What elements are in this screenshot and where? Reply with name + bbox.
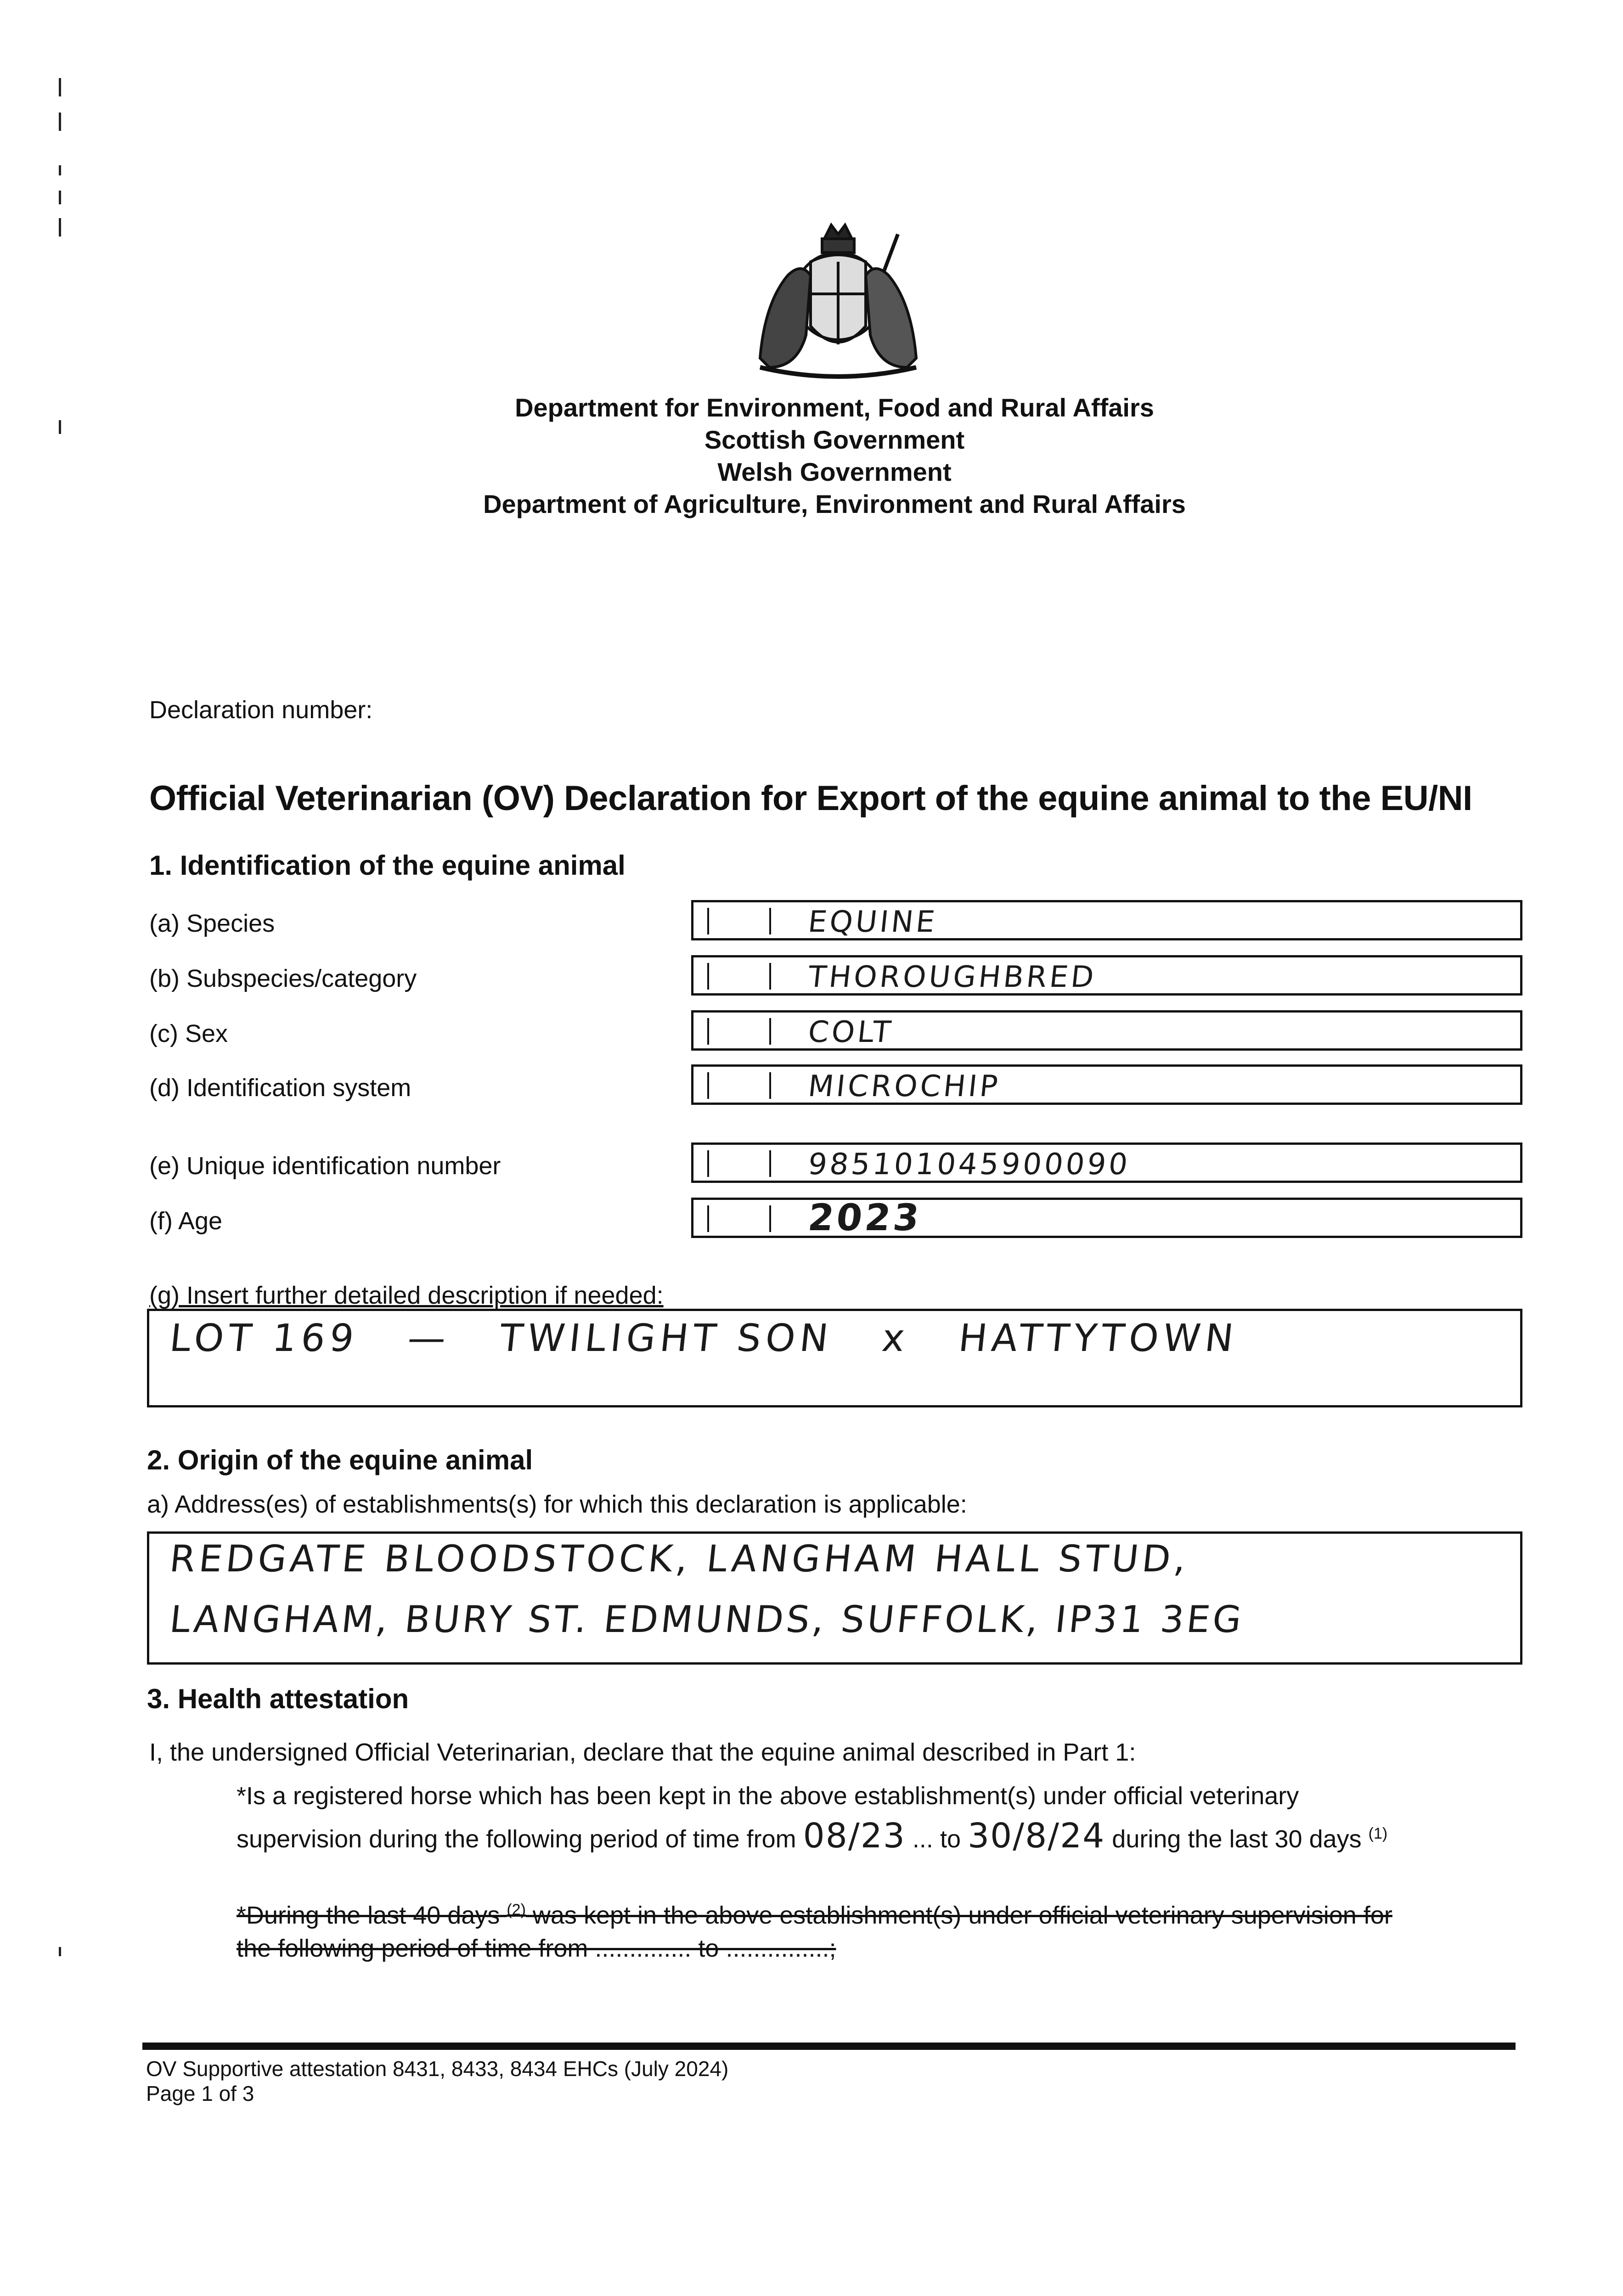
footnote-2: (2) [507, 1901, 526, 1919]
field-label-unique-id: (e) Unique identification number [149, 1152, 501, 1180]
clause-2-line-1: *During the last 40 days $^{(2)}$ was kept in the above establishment(s) under official veterinary supervision for [237, 1901, 1392, 1929]
address-line-2: LANGHAM, BURY ST. EDMUNDS, SUFFOLK, IP31 3EG [168, 1598, 1246, 1641]
declaration-number-label: Declaration number: [149, 696, 373, 724]
scan-mark [59, 165, 61, 175]
header-line: Department for Environment, Food and Rural Affairs [515, 393, 1154, 422]
address-line-1: REDGATE BLOODSTOCK, LANGHAM HALL STUD, [168, 1537, 1192, 1580]
field-label-age: (f) Age [149, 1207, 223, 1235]
footnote-1: (1) [1368, 1825, 1388, 1842]
royal-coat-of-arms-icon [733, 220, 944, 386]
section-2-heading: 2. Origin of the equine animal [147, 1445, 533, 1475]
field-value: EQUINE [806, 905, 939, 939]
footer-rule [142, 2043, 1516, 2050]
field-subspecies[interactable] [691, 955, 1522, 996]
page-title: Official Veterinarian (OV) Declaration for Export of the equine animal to the EU/NI [149, 779, 1472, 818]
field-label-sex: (c) Sex [149, 1020, 228, 1047]
clause-1-from-date[interactable]: 08/23 [803, 1816, 906, 1856]
description-label: (g) Insert further detailed description if needed: [149, 1282, 664, 1309]
field-age[interactable] [691, 1198, 1522, 1238]
footer-page-number: Page 1 of 3 [146, 2082, 254, 2105]
field-sex[interactable] [691, 1010, 1522, 1051]
field-value: MICROCHIP [806, 1069, 1002, 1103]
health-intro: I, the undersigned Official Veterinarian, declare that the equine animal described in Part 1: [149, 1739, 1136, 1766]
field-value: 985101045900090 [806, 1148, 1132, 1182]
scan-mark [59, 218, 61, 236]
clause-2-line-2: the following period of time from .............. to ...............; [237, 1935, 836, 1962]
address-label: a) Address(es) of establishments(s) for which this declaration is applicable: [147, 1491, 967, 1518]
field-value: COLT [806, 1015, 895, 1049]
description-field[interactable] [147, 1309, 1522, 1407]
scan-mark [59, 1947, 61, 1956]
section-1-heading: 1. Identification of the equine animal [149, 850, 626, 881]
field-label-species: (a) Species [149, 910, 275, 937]
clause-1-line-2: supervision during the following period of time from 08/23 ... to 30/8/24 during the last 30 days $^{(1)}$ [237, 1816, 1388, 1856]
address-field[interactable] [147, 1531, 1522, 1665]
field-label-identification-system: (d) Identification system [149, 1074, 411, 1102]
clause-1-to-word: to [940, 1825, 961, 1853]
field-value: 2023 [806, 1196, 924, 1239]
field-identification-system[interactable] [691, 1064, 1522, 1105]
clause-1-line-1: *Is a registered horse which has been kept in the above establishment(s) under official veterinary [237, 1782, 1299, 1810]
description-value: LOT 169 — TWILIGHT SON x HATTYTOWN [168, 1317, 1240, 1360]
clause-1-text-b: during the last 30 days [1112, 1825, 1362, 1853]
header-line: Welsh Government [717, 457, 952, 486]
footer-line-1: OV Supportive attestation 8431, 8433, 8434 EHCs (July 2024) [146, 2057, 729, 2081]
field-value: THOROUGHBRED [806, 960, 1098, 994]
header-line: Scottish Government [704, 425, 965, 454]
scan-mark [59, 78, 61, 96]
clause-1-text-a: supervision during the following period of time from [237, 1825, 796, 1853]
field-unique-id[interactable] [691, 1142, 1522, 1183]
header-line: Department of Agriculture, Environment and Rural Affairs [483, 490, 1186, 518]
field-label-subspecies: (b) Subspecies/category [149, 965, 417, 992]
clause-1-to-date[interactable]: 30/8/24 [968, 1816, 1105, 1856]
field-species[interactable] [691, 900, 1522, 940]
scan-mark [59, 113, 61, 131]
scan-mark [59, 191, 61, 204]
section-3-heading: 3. Health attestation [147, 1683, 409, 1714]
